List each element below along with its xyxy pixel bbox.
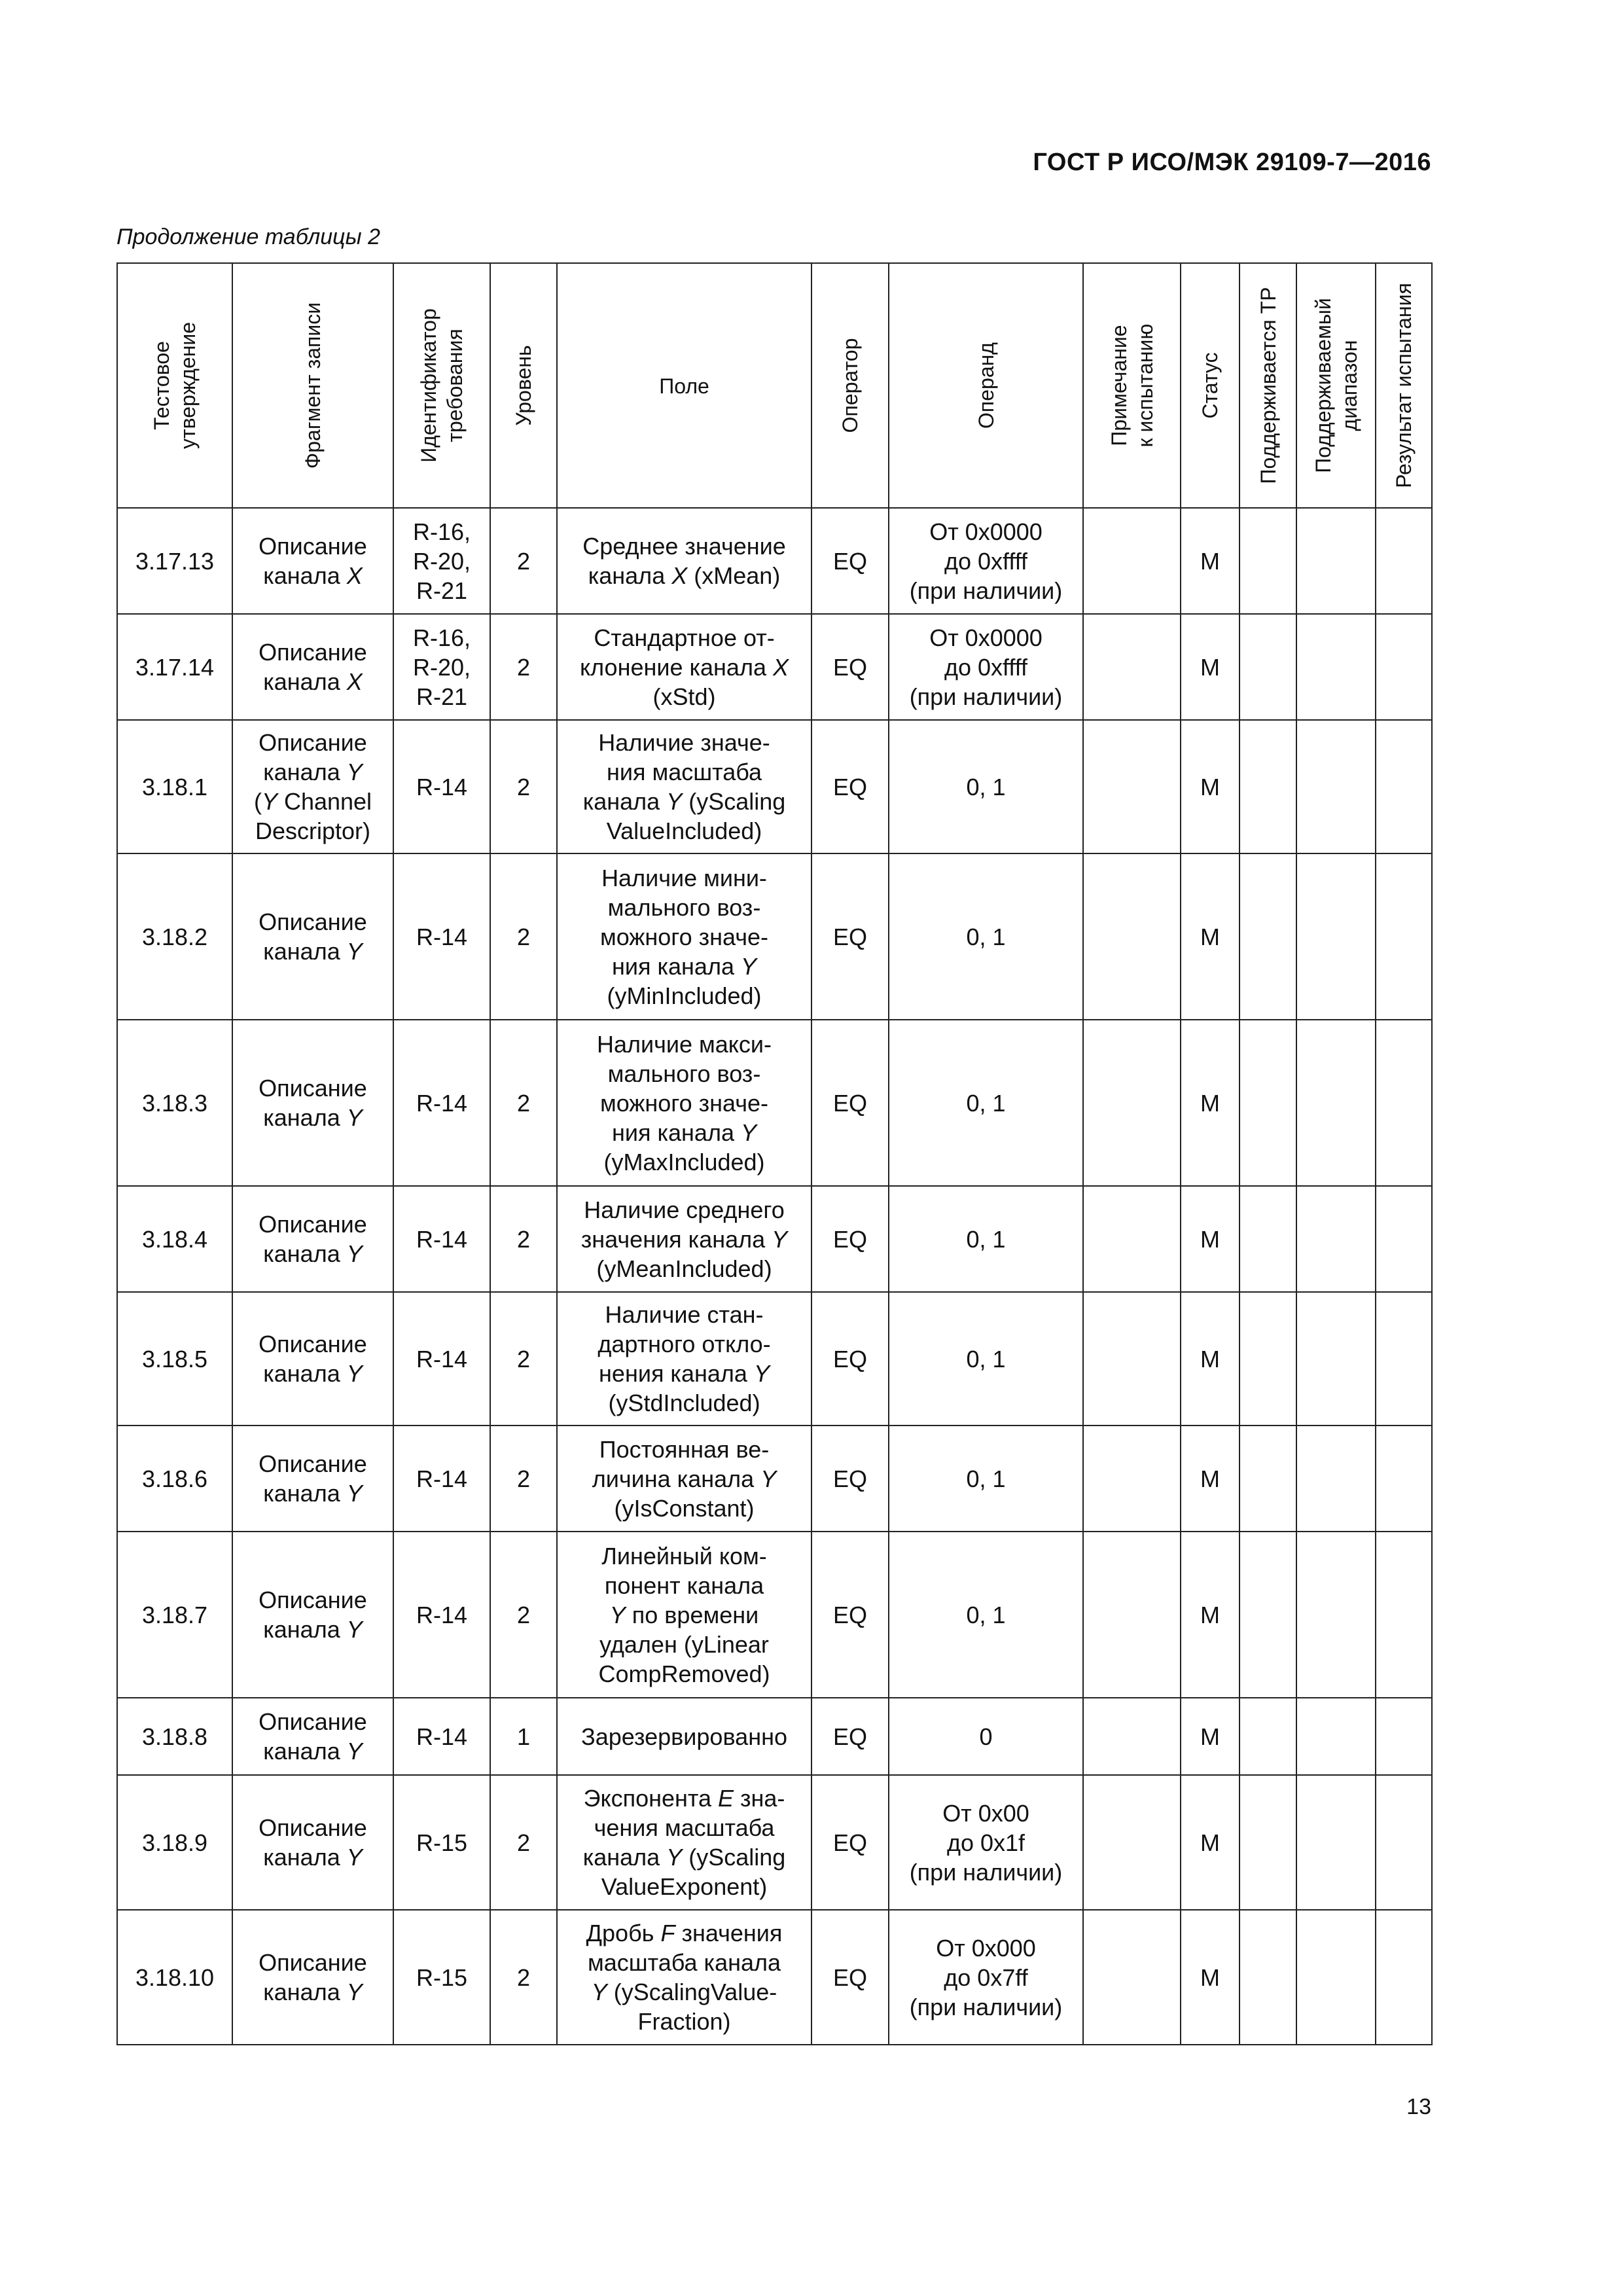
field-cell: Среднее значение канала X (xMean) xyxy=(557,508,812,614)
col-req-id-header: Идентификатор требования xyxy=(393,263,490,508)
status-cell: M xyxy=(1181,720,1240,853)
req-id-cell: R-14 xyxy=(393,1020,490,1186)
operator-cell: EQ xyxy=(812,720,889,853)
table-row xyxy=(117,1532,1432,1698)
req-id-cell: R-15 xyxy=(393,1775,490,1910)
assertion-cell: 3.17.14 xyxy=(117,614,232,720)
req-id-cell: R-14 xyxy=(393,1426,490,1532)
fragment-cell: Описание канала X xyxy=(232,614,393,720)
note-cell xyxy=(1083,853,1181,1020)
result-cell xyxy=(1376,853,1432,1020)
range-cell xyxy=(1296,1698,1376,1775)
result-cell xyxy=(1376,1020,1432,1186)
field-cell: Наличие среднего значения канала Y (yMeanIncluded) xyxy=(557,1186,812,1292)
req-id-cell: R-14 xyxy=(393,1292,490,1426)
assertion-cell: 3.18.6 xyxy=(117,1426,232,1532)
page-number: 13 xyxy=(1406,2094,1431,2119)
range-cell xyxy=(1296,1426,1376,1532)
field-cell: Экспонента E зна- чения масштаба канала Y (yScaling ValueExponent) xyxy=(557,1775,812,1910)
req-id-cell: R-14 xyxy=(393,1186,490,1292)
range-cell xyxy=(1296,1020,1376,1186)
col-operator-header: Оператор xyxy=(812,263,889,508)
operand-cell: 0, 1 xyxy=(889,720,1083,853)
fragment-cell: Описание канала Y xyxy=(232,1186,393,1292)
level-cell: 2 xyxy=(490,1910,557,2045)
result-cell xyxy=(1376,1910,1432,2045)
note-cell xyxy=(1083,508,1181,614)
level-cell: 2 xyxy=(490,1775,557,1910)
col-level-header: Уровень xyxy=(490,263,557,508)
fragment-cell: Описание канала X xyxy=(232,508,393,614)
operator-cell: EQ xyxy=(812,1186,889,1292)
fragment-cell: Описание канала Y (Y Channel Descriptor) xyxy=(232,720,393,853)
supported-cell xyxy=(1240,1020,1296,1186)
result-cell xyxy=(1376,1532,1432,1698)
fragment-cell: Описание канала Y xyxy=(232,1020,393,1186)
table-row xyxy=(117,1426,1432,1532)
status-cell: M xyxy=(1181,1020,1240,1186)
operand-cell: От 0x00 до 0x1f (при наличии) xyxy=(889,1775,1083,1910)
assertion-cell: 3.18.1 xyxy=(117,720,232,853)
fragment-cell: Описание канала Y xyxy=(232,1910,393,2045)
note-cell xyxy=(1083,1910,1181,2045)
col-status-header: Статус xyxy=(1181,263,1240,508)
level-cell: 2 xyxy=(490,1020,557,1186)
status-cell: M xyxy=(1181,1426,1240,1532)
assertion-cell: 3.17.13 xyxy=(117,508,232,614)
col-operand-header: Операнд xyxy=(889,263,1083,508)
assertion-cell: 3.18.4 xyxy=(117,1186,232,1292)
status-cell: M xyxy=(1181,508,1240,614)
status-cell: M xyxy=(1181,1186,1240,1292)
status-cell: M xyxy=(1181,614,1240,720)
operand-cell: 0, 1 xyxy=(889,1020,1083,1186)
status-cell: M xyxy=(1181,1292,1240,1426)
operator-cell: EQ xyxy=(812,853,889,1020)
table-row xyxy=(117,614,1432,720)
field-cell: Линейный ком- понент канала Y по времени удален (yLinear CompRemoved) xyxy=(557,1532,812,1698)
table-row xyxy=(117,1020,1432,1186)
range-cell xyxy=(1296,1186,1376,1292)
field-cell: Наличие стан- дартного откло- нения канала Y (yStdIncluded) xyxy=(557,1292,812,1426)
note-cell xyxy=(1083,720,1181,853)
field-cell: Наличие мини- мального воз- можного значе- ния канала Y (yMinIncluded) xyxy=(557,853,812,1020)
table-row xyxy=(117,1910,1432,2045)
range-cell xyxy=(1296,508,1376,614)
field-cell: Стандартное от- клонение канала X (xStd) xyxy=(557,614,812,720)
level-cell: 2 xyxy=(490,720,557,853)
operator-cell: EQ xyxy=(812,1020,889,1186)
operator-cell: EQ xyxy=(812,614,889,720)
range-cell xyxy=(1296,614,1376,720)
operator-cell: EQ xyxy=(812,1426,889,1532)
operand-cell: От 0x0000 до 0xffff (при наличии) xyxy=(889,614,1083,720)
header-row xyxy=(117,263,1432,508)
assertion-cell: 3.18.8 xyxy=(117,1698,232,1775)
note-cell xyxy=(1083,614,1181,720)
level-cell: 2 xyxy=(490,1532,557,1698)
result-cell xyxy=(1376,1698,1432,1775)
assertion-cell: 3.18.10 xyxy=(117,1910,232,2045)
col-supported-header: Поддерживается ТР xyxy=(1240,263,1296,508)
result-cell xyxy=(1376,614,1432,720)
fragment-cell: Описание канала Y xyxy=(232,853,393,1020)
operator-cell: EQ xyxy=(812,1698,889,1775)
result-cell xyxy=(1376,720,1432,853)
level-cell: 2 xyxy=(490,614,557,720)
supported-cell xyxy=(1240,1532,1296,1698)
note-cell xyxy=(1083,1020,1181,1186)
note-cell xyxy=(1083,1532,1181,1698)
level-cell: 2 xyxy=(490,1186,557,1292)
table-row xyxy=(117,508,1432,614)
range-cell xyxy=(1296,1775,1376,1910)
table-row xyxy=(117,853,1432,1020)
req-id-cell: R-14 xyxy=(393,1698,490,1775)
status-cell: M xyxy=(1181,1910,1240,2045)
supported-cell xyxy=(1240,1186,1296,1292)
col-fragment-header: Фрагмент записи xyxy=(232,263,393,508)
assertion-cell: 3.18.3 xyxy=(117,1020,232,1186)
range-cell xyxy=(1296,1292,1376,1426)
operand-cell: 0, 1 xyxy=(889,1292,1083,1426)
supported-cell xyxy=(1240,508,1296,614)
operand-cell: 0, 1 xyxy=(889,1426,1083,1532)
supported-cell xyxy=(1240,1426,1296,1532)
table-row xyxy=(117,720,1432,853)
req-id-cell: R-16, R-20, R-21 xyxy=(393,614,490,720)
fragment-cell: Описание канала Y xyxy=(232,1292,393,1426)
operand-cell: От 0x0000 до 0xffff (при наличии) xyxy=(889,508,1083,614)
range-cell xyxy=(1296,853,1376,1020)
status-cell: M xyxy=(1181,853,1240,1020)
col-range-header: Поддерживаемый диапазон xyxy=(1296,263,1376,508)
table-row xyxy=(117,1186,1432,1292)
supported-cell xyxy=(1240,1775,1296,1910)
req-id-cell: R-14 xyxy=(393,853,490,1020)
range-cell xyxy=(1296,1532,1376,1698)
assertion-cell: 3.18.5 xyxy=(117,1292,232,1426)
level-cell: 2 xyxy=(490,853,557,1020)
note-cell xyxy=(1083,1186,1181,1292)
operand-cell: 0, 1 xyxy=(889,1186,1083,1292)
level-cell: 2 xyxy=(490,1426,557,1532)
fragment-cell: Описание канала Y xyxy=(232,1532,393,1698)
range-cell xyxy=(1296,1910,1376,2045)
status-cell: M xyxy=(1181,1532,1240,1698)
note-cell xyxy=(1083,1292,1181,1426)
table-row xyxy=(117,1775,1432,1910)
supported-cell xyxy=(1240,1292,1296,1426)
fragment-cell: Описание канала Y xyxy=(232,1775,393,1910)
operator-cell: EQ xyxy=(812,508,889,614)
table-row xyxy=(117,1292,1432,1426)
req-id-cell: R-15 xyxy=(393,1910,490,2045)
operator-cell: EQ xyxy=(812,1775,889,1910)
level-cell: 2 xyxy=(490,508,557,614)
assertion-cell: 3.18.7 xyxy=(117,1532,232,1698)
level-cell: 2 xyxy=(490,1292,557,1426)
req-id-cell: R-14 xyxy=(393,720,490,853)
result-cell xyxy=(1376,1292,1432,1426)
table-row xyxy=(117,1698,1432,1775)
note-cell xyxy=(1083,1698,1181,1775)
operator-cell: EQ xyxy=(812,1292,889,1426)
field-cell: Постоянная ве- личина канала Y (yIsConstant) xyxy=(557,1426,812,1532)
req-id-cell: R-14 xyxy=(393,1532,490,1698)
field-cell: Наличие значе- ния масштаба канала Y (yScaling ValueIncluded) xyxy=(557,720,812,853)
supported-cell xyxy=(1240,853,1296,1020)
note-cell xyxy=(1083,1426,1181,1532)
operand-cell: От 0x000 до 0x7ff (при наличии) xyxy=(889,1910,1083,2045)
supported-cell xyxy=(1240,1910,1296,2045)
status-cell: M xyxy=(1181,1698,1240,1775)
range-cell xyxy=(1296,720,1376,853)
status-cell: M xyxy=(1181,1775,1240,1910)
operand-cell: 0, 1 xyxy=(889,853,1083,1020)
req-id-cell: R-16, R-20, R-21 xyxy=(393,508,490,614)
level-cell: 1 xyxy=(490,1698,557,1775)
supported-cell xyxy=(1240,614,1296,720)
operator-cell: EQ xyxy=(812,1910,889,2045)
test-table xyxy=(116,262,1433,2045)
result-cell xyxy=(1376,1775,1432,1910)
table-caption: Продолжение таблицы 2 xyxy=(116,224,380,249)
operator-cell: EQ xyxy=(812,1532,889,1698)
assertion-cell: 3.18.9 xyxy=(117,1775,232,1910)
operand-cell: 0 xyxy=(889,1698,1083,1775)
supported-cell xyxy=(1240,720,1296,853)
result-cell xyxy=(1376,1426,1432,1532)
result-cell xyxy=(1376,508,1432,614)
fragment-cell: Описание канала Y xyxy=(232,1698,393,1775)
col-result-header: Результат испытания xyxy=(1376,263,1432,508)
field-cell: Дробь F значения масштаба канала Y (yScalingValue- Fraction) xyxy=(557,1910,812,2045)
col-note-header: Примечание к испытанию xyxy=(1083,263,1181,508)
field-cell: Наличие макси- мального воз- можного значе- ния канала Y (yMaxIncluded) xyxy=(557,1020,812,1186)
col-assertion-header: Тестовое утверждение xyxy=(117,263,232,508)
field-cell: Зарезервированно xyxy=(557,1698,812,1775)
operand-cell: 0, 1 xyxy=(889,1532,1083,1698)
assertion-cell: 3.18.2 xyxy=(117,853,232,1020)
col-field-header: Поле xyxy=(557,263,812,508)
result-cell xyxy=(1376,1186,1432,1292)
note-cell xyxy=(1083,1775,1181,1910)
supported-cell xyxy=(1240,1698,1296,1775)
standard-header: ГОСТ Р ИСО/МЭК 29109-7—2016 xyxy=(1033,149,1431,176)
fragment-cell: Описание канала Y xyxy=(232,1426,393,1532)
